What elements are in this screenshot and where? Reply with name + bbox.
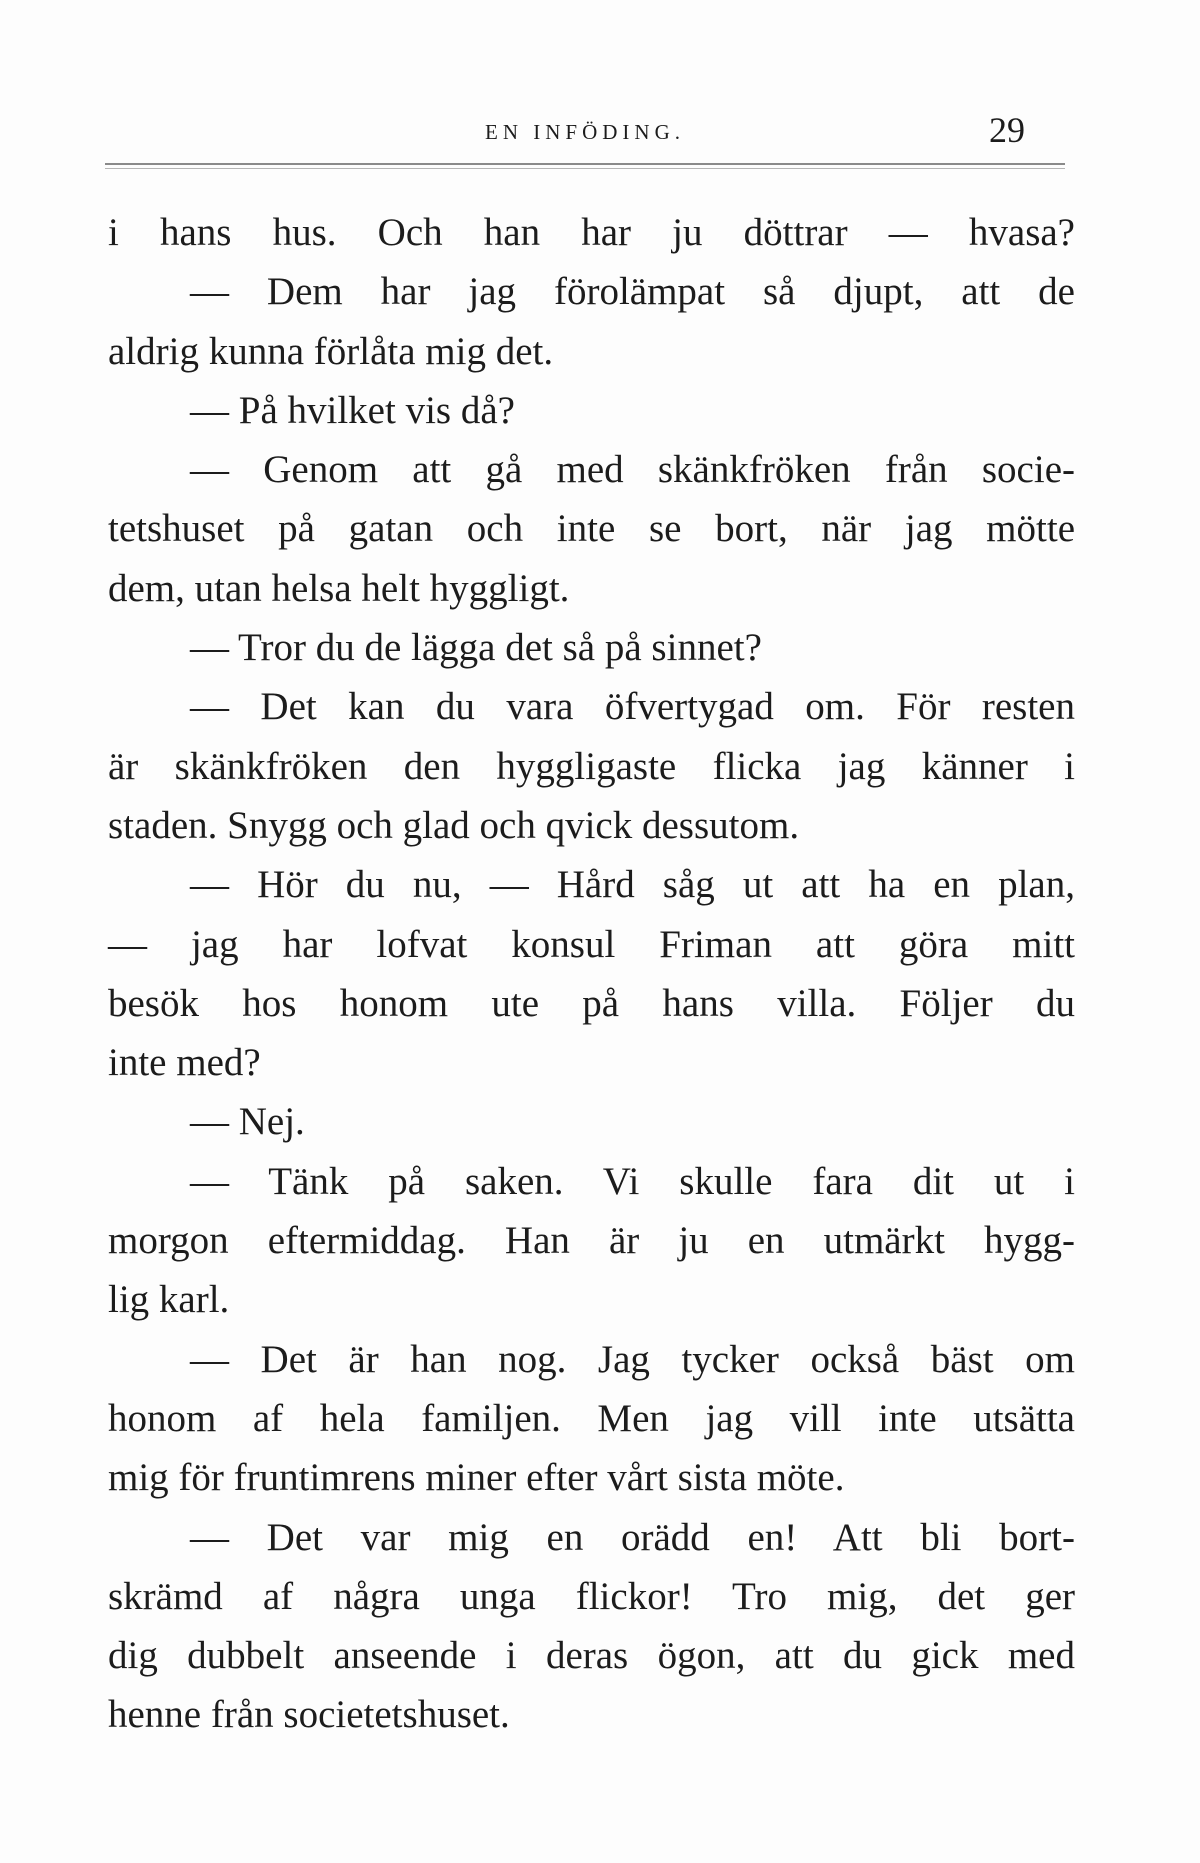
- text-line: dig dubbelt anseende i deras ögon, att du gick med: [108, 1634, 1075, 1678]
- text-line: honom af hela familjen. Men jag vill inte utsätta: [108, 1396, 1075, 1440]
- page-number: 29: [989, 110, 1025, 150]
- text-line: — Det är han nog. Jag tycker också bäst om: [190, 1337, 1075, 1381]
- text-line: dem, utan helsa helt hyggligt.: [108, 566, 570, 610]
- text-line: — jag har lofvat konsul Friman att göra mitt: [108, 922, 1075, 966]
- text-line: är skänkfröken den hyggligaste flicka jag känner i: [108, 744, 1075, 788]
- text-line: — Nej.: [190, 1100, 305, 1144]
- text-line: lig karl.: [108, 1278, 230, 1322]
- text-line: besök hos honom ute på hans villa. Följer du: [108, 981, 1075, 1025]
- header-rule-secondary: [105, 168, 1065, 169]
- text-line: — Det var mig en orädd en! Att bli bort-: [190, 1515, 1075, 1559]
- text-line: mig för fruntimrens miner efter vårt sista möte.: [108, 1456, 845, 1500]
- running-head: EN INFÖDING.: [485, 120, 685, 144]
- text-line: — Tror du de lägga det så på sinnet?: [190, 626, 762, 670]
- text-line: skrämd af några unga flickor! Tro mig, det ger: [108, 1574, 1075, 1618]
- text-line: henne från societetshuset.: [108, 1693, 510, 1737]
- text-line: — Hör du nu, — Hård såg ut att ha en plan,: [190, 863, 1075, 907]
- text-line: — Det kan du vara öfvertygad om. För resten: [190, 685, 1075, 729]
- text-line: — Tänk på saken. Vi skulle fara dit ut i: [190, 1159, 1075, 1203]
- body-text: [108, 203, 1075, 1745]
- text-line: aldrig kunna förlåta mig det.: [108, 329, 554, 373]
- text-line: — Dem har jag förolämpat så djupt, att de: [190, 270, 1075, 314]
- text-line: staden. Snygg och glad och qvick dessutom.: [108, 803, 800, 847]
- text-line: morgon eftermiddag. Han är ju en utmärkt hygg-: [108, 1219, 1075, 1263]
- text-line: — Genom att gå med skänkfröken från socie-: [190, 448, 1075, 492]
- text-line: tetshuset på gatan och inte se bort, när jag mötte: [108, 507, 1075, 551]
- header-rule: [105, 163, 1065, 165]
- text-line: — På hvilket vis då?: [190, 388, 515, 432]
- page-header: [105, 112, 1065, 158]
- text-line: i hans hus. Och han har ju döttrar — hvasa?: [108, 211, 1075, 254]
- text-line: inte med?: [108, 1041, 261, 1085]
